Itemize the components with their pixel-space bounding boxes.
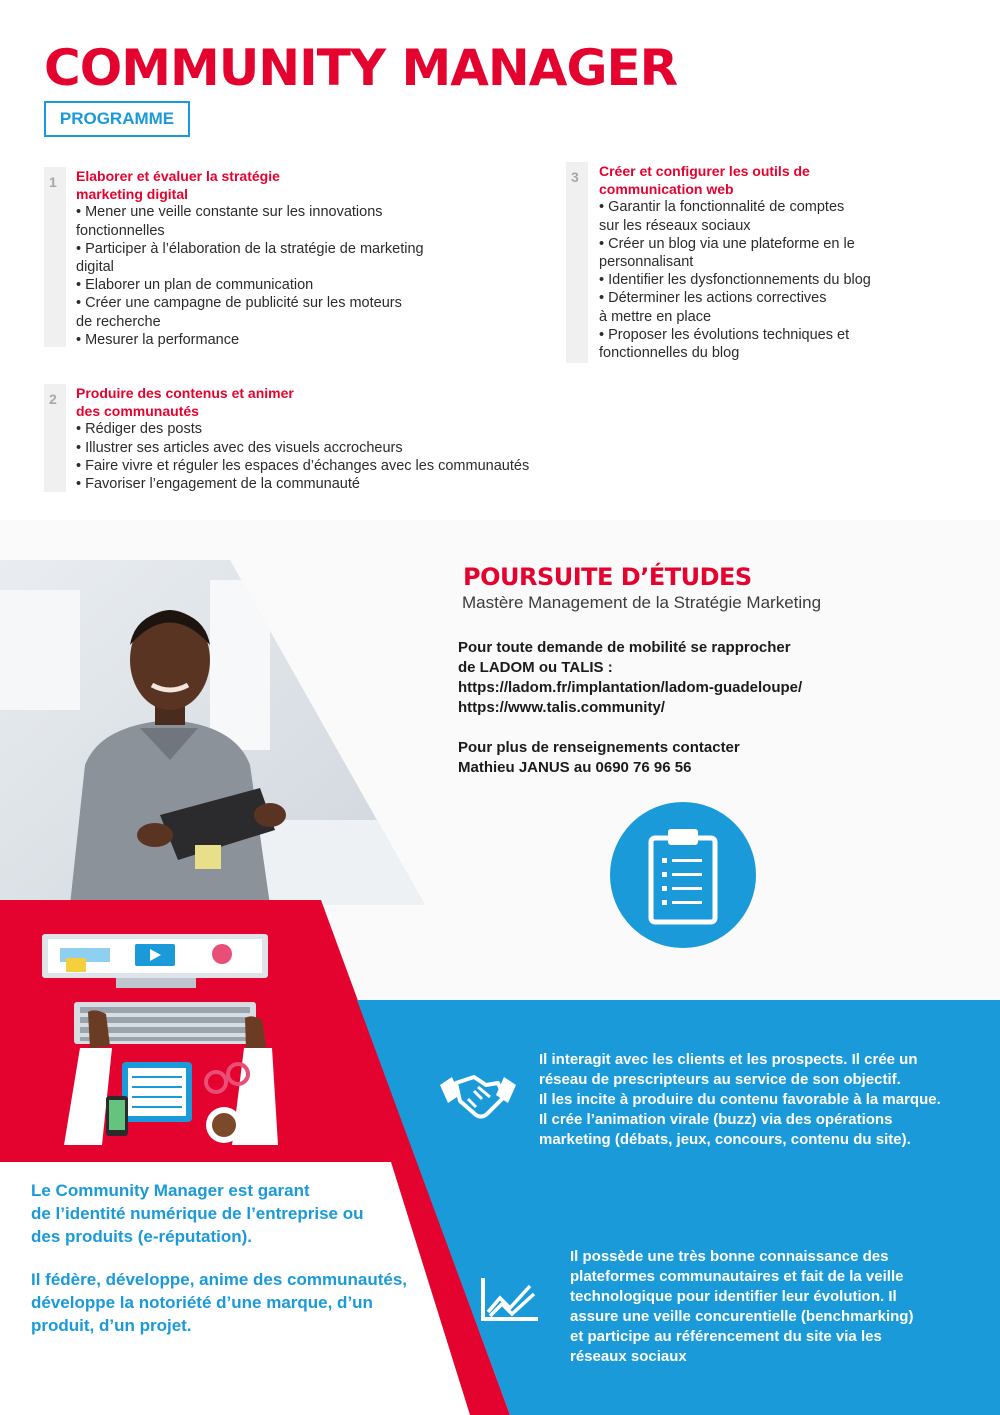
list-item: • Rédiger des posts: [76, 421, 202, 438]
block-heading: Produire des contenus et animer: [76, 385, 294, 401]
list-item: • Créer une campagne de publicité sur les moteurs: [76, 295, 402, 312]
list-item: à mettre en place: [599, 308, 712, 325]
list-item: • Faire vivre et réguler les espaces d’échanges avec les communautés: [76, 457, 530, 474]
handshake-icon: [438, 1071, 518, 1127]
programme-block-2: [44, 384, 574, 492]
desk-illustration: [40, 930, 300, 1165]
description-line: plateformes communautaires et fait de la veille: [570, 1268, 904, 1285]
list-item: • Favoriser l’engagement de la communauté: [76, 476, 360, 493]
list-item: • Mener une veille constante sur les innovations: [76, 204, 383, 221]
poursuite-title: POURSUITE D’ÉTUDES: [463, 563, 752, 591]
contact-phone: Mathieu JANUS au 0690 76 96 56: [458, 759, 692, 776]
list-item: fonctionnelles: [76, 222, 165, 239]
intro-line: Le Community Manager est garant: [31, 1181, 310, 1200]
info-contact: [458, 738, 740, 778]
list-item: fonctionnelles du blog: [599, 345, 740, 362]
role-line: produit, d’un projet.: [31, 1316, 192, 1335]
description-line: marketing (débats, jeux, concours, contenu du site).: [539, 1131, 911, 1148]
description-line: Il les incite à produire du contenu favorable à la marque.: [539, 1091, 941, 1108]
intro-line: de l’identité numérique de l’entreprise ou: [31, 1204, 364, 1223]
description-line: assure une veille concurentielle (benchmarking): [570, 1308, 914, 1325]
number-bar: [44, 167, 66, 347]
page-title: COMMUNITY MANAGER: [44, 39, 678, 97]
list-item: • Garantir la fonctionnalité de comptes: [599, 199, 845, 216]
list-item: • Créer un blog via une plateforme en le: [599, 235, 855, 252]
block-number: 1: [49, 174, 57, 190]
interaction-description: [539, 1050, 941, 1150]
programme-block-3: [566, 162, 966, 363]
intro-line: des produits (e-réputation).: [31, 1227, 252, 1246]
list-item: • Participer à l’élaboration de la stratégie de marketing: [76, 240, 424, 257]
description-line: technologique pour identifier leur évolution. Il: [570, 1288, 897, 1305]
description-line: et participe au référencement du site via les: [570, 1328, 882, 1345]
block-heading: marketing digital: [76, 186, 189, 203]
list-item: de recherche: [76, 313, 161, 330]
block-heading: Elaborer et évaluer la stratégie: [76, 168, 280, 184]
description-line: Il interagit avec les clients et les prospects. Il crée un: [539, 1051, 918, 1068]
programme-block-1: [44, 167, 484, 347]
number-bar: [566, 162, 588, 363]
block-number: 3: [571, 169, 579, 185]
role-line: développe la notoriété d’une marque, d’un: [31, 1293, 373, 1312]
ladom-link[interactable]: https://ladom.fr/implantation/ladom-guadeloupe/: [458, 679, 803, 696]
block-number: 2: [49, 391, 57, 407]
description-line: Il possède une très bonne connaissance des: [570, 1248, 889, 1265]
growth-chart-icon: [480, 1276, 540, 1322]
block-heading: des communautés: [76, 403, 199, 420]
veille-description: [570, 1247, 913, 1367]
list-item: • Illustrer ses articles avec des visuels accrocheurs: [76, 439, 403, 456]
description-line: Il crée l’animation virale (buzz) via des opérations: [539, 1111, 893, 1128]
list-item: • Elaborer un plan de communication: [76, 277, 314, 294]
list-item: • Mesurer la performance: [76, 331, 240, 348]
programme-badge: PROGRAMME: [44, 101, 190, 137]
poursuite-subtitle: Mastère Management de la Stratégie Marketing: [462, 593, 822, 612]
contact-line: Pour plus de renseignements contacter: [458, 739, 740, 756]
mobility-contact: [458, 638, 802, 718]
role-line: Il fédère, développe, anime des communautés,: [31, 1270, 408, 1289]
contact-line: de LADOM ou TALIS :: [458, 659, 613, 676]
contact-line: Pour toute demande de mobilité se rapprocher: [458, 639, 791, 656]
list-item: sur les réseaux sociaux: [599, 217, 751, 234]
description-line: réseau de prescripteurs au service de son objectif.: [539, 1071, 901, 1088]
list-item: digital: [76, 259, 114, 276]
list-item: personnalisant: [599, 254, 694, 271]
talis-link[interactable]: https://www.talis.community/: [458, 699, 665, 716]
community-manager-role: [31, 1268, 407, 1337]
list-item: • Identifier les dysfonctionnements du blog: [599, 272, 871, 289]
block-heading: Créer et configurer les outils de: [599, 163, 810, 179]
list-item: • Déterminer les actions correctives: [599, 290, 827, 307]
professional-photo: [0, 560, 425, 905]
list-item: • Proposer les évolutions techniques et: [599, 326, 850, 343]
description-line: réseaux sociaux: [570, 1348, 687, 1365]
block-heading: communication web: [599, 181, 734, 198]
community-manager-intro: [31, 1179, 364, 1248]
